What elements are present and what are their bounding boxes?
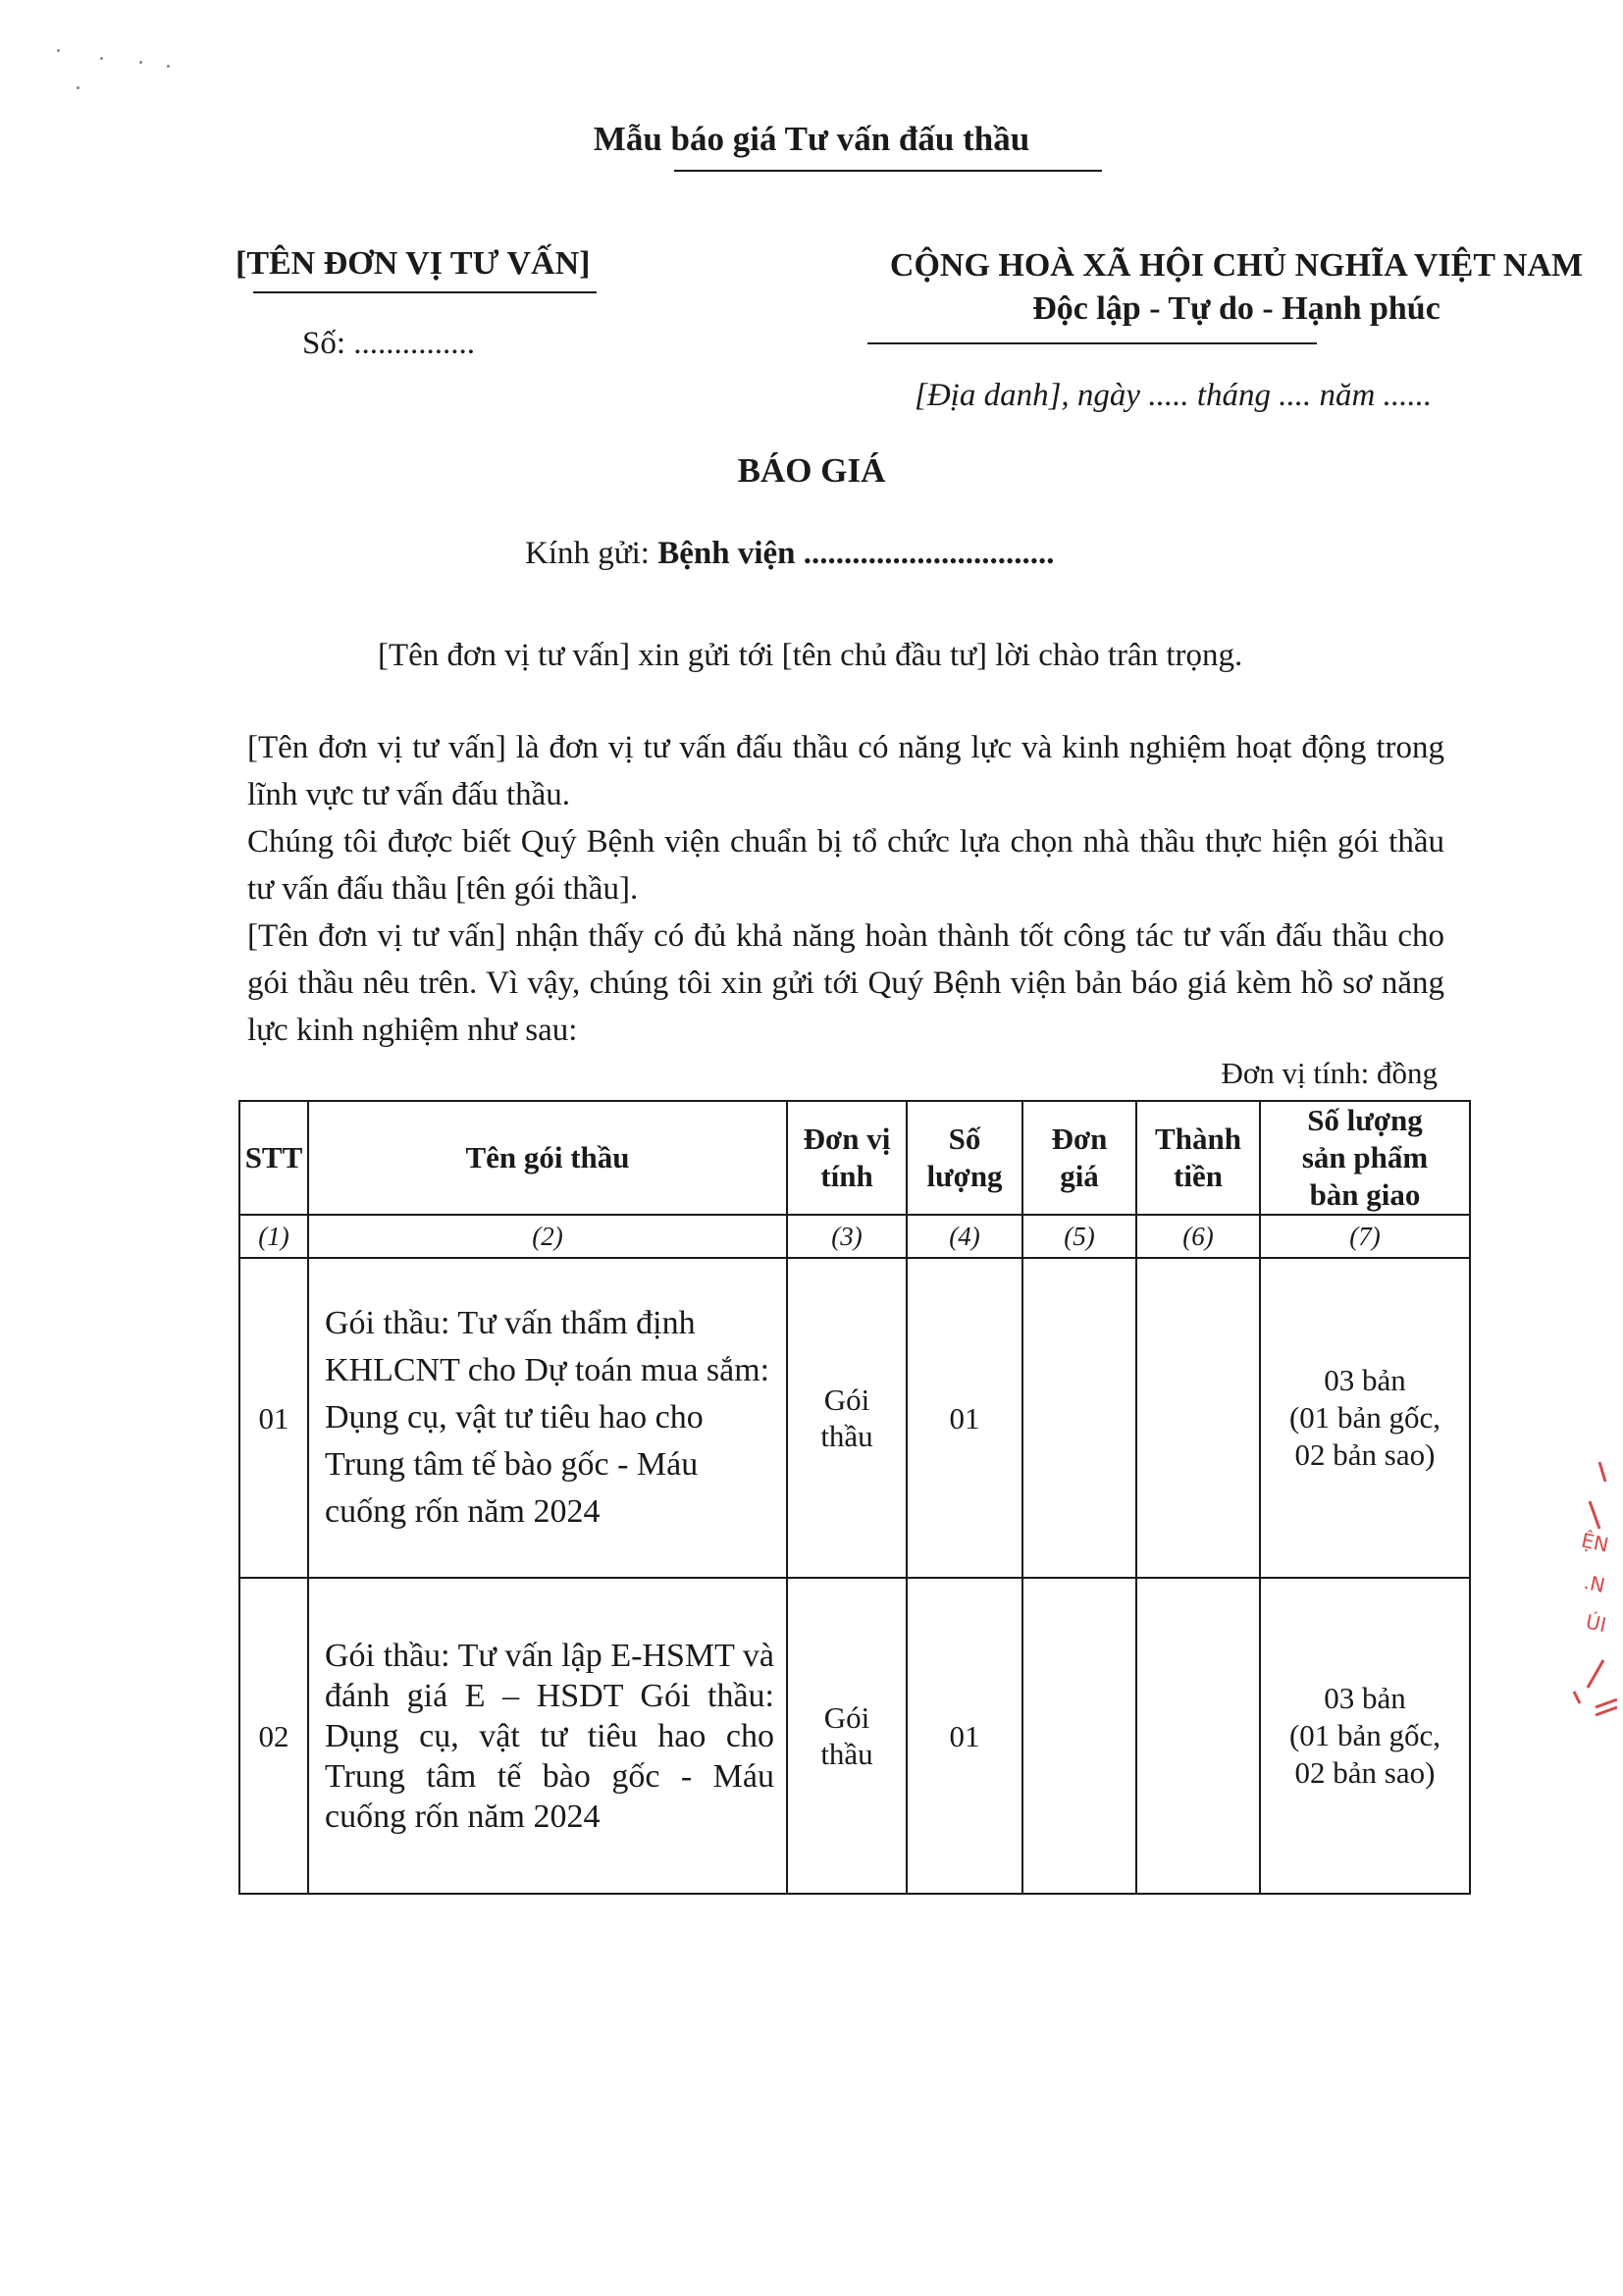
scan-speck <box>100 57 103 60</box>
deliverables-originals: (01 bản gốc, <box>1288 1718 1441 1752</box>
row-unit-text: Gói thầu <box>820 1700 873 1771</box>
row-unit <box>787 1578 907 1894</box>
row-unit-text: Gói thầu <box>820 1383 873 1453</box>
nation-motto: Độc lập - Tự do - Hạnh phúc <box>1032 290 1440 327</box>
svg-text:ỆN: ỆN <box>1579 1528 1611 1557</box>
column-number: (2) <box>308 1215 787 1258</box>
recipient-label: Kính gửi: <box>525 536 650 571</box>
svg-text:ÚI: ÚI <box>1584 1609 1609 1638</box>
scan-speck <box>57 49 60 52</box>
nation-heading: CỘNG HOÀ XÃ HỘI CHỦ NGHĨA VIỆT NAM <box>889 247 1584 284</box>
deliverables-count: 03 bản <box>1324 1681 1406 1715</box>
row-amount <box>1136 1258 1260 1578</box>
paragraph-offer: [Tên đơn vị tư vấn] nhận thấy có đủ khả năng hoàn thành tốt công tác tư vấn đấu thầu cho gói thầu nêu trên. Vì vậy, chúng tôi xin gửi tới Quý Bệnh viện bản báo giá kèm hồ sơ năng lực kinh nghiệm như sau: <box>247 918 1444 1048</box>
row-quantity: 01 <box>907 1578 1022 1894</box>
scan-speck <box>77 86 79 89</box>
row-quantity: 01 <box>907 1258 1022 1578</box>
recipient-line <box>525 536 1055 572</box>
motto-underline <box>867 342 1317 344</box>
org-name: [TÊN ĐƠN VỊ TƯ VẤN] <box>236 245 591 282</box>
column-number: (5) <box>1022 1215 1136 1258</box>
column-number-row <box>239 1215 1470 1258</box>
column-number: (3) <box>787 1215 907 1258</box>
header-stt: STT <box>239 1101 308 1215</box>
deliverables-count: 03 bản <box>1324 1363 1406 1397</box>
row-unit <box>787 1258 907 1578</box>
header-quantity: Số lượng <box>907 1101 1022 1215</box>
greeting: [Tên đơn vị tư vấn] xin gửi tới [tên chủ đầu tư] lời chào trân trọng. <box>378 638 1243 673</box>
table-header-row <box>239 1101 1470 1215</box>
paragraph-intro: [Tên đơn vị tư vấn] là đơn vị tư vấn đấu thầu có năng lực và kinh nghiệm hoạt động trong lĩnh vực tư vấn đấu thầu. <box>247 730 1444 812</box>
column-number: (4) <box>907 1215 1022 1258</box>
row-deliverables <box>1260 1258 1470 1578</box>
column-number: (7) <box>1260 1215 1470 1258</box>
deliverables-originals: (01 bản gốc, <box>1288 1400 1441 1435</box>
column-number: (1) <box>239 1215 308 1258</box>
recipient-value: Bệnh viện ............................... <box>657 536 1055 571</box>
row-unit-price <box>1022 1258 1136 1578</box>
header-unit-price: Đơn giá <box>1022 1101 1136 1215</box>
deliverables-copies: 02 bản sao) <box>1294 1755 1436 1790</box>
header-amount: Thành tiền <box>1136 1101 1260 1215</box>
row-package-name: Gói thầu: Tư vấn thẩm định KHLCNT cho Dự toán mua sắm: Dụng cụ, vật tư tiêu hao cho Trung tâm tế bào gốc - Máu cuống rốn năm 2024 <box>308 1258 787 1578</box>
doc-number: Số: ............... <box>302 326 476 361</box>
form-title: Mẫu báo giá Tư vấn đấu thầu <box>593 120 1030 158</box>
scan-speck <box>139 61 142 64</box>
quote-table <box>238 1100 1471 1895</box>
document-title: BÁO GIÁ <box>737 451 886 490</box>
row-stt: 02 <box>239 1578 308 1894</box>
header-unit: Đơn vị tính <box>787 1101 907 1215</box>
paragraph-context: Chúng tôi được biết Quý Bệnh viện chuẩn bị tổ chức lựa chọn nhà thầu thực hiện gói thầu tư vấn đấu thầu [tên gói thầu]. <box>247 824 1444 907</box>
org-name-underline <box>253 291 597 293</box>
row-unit-price <box>1022 1578 1136 1894</box>
column-number: (6) <box>1136 1215 1260 1258</box>
row-deliverables <box>1260 1578 1470 1894</box>
unit-note: Đơn vị tính: đồng <box>1221 1056 1438 1090</box>
row-stt: 01 <box>239 1258 308 1578</box>
header-deliverables: Số lượng sản phẩm bàn giao <box>1260 1101 1470 1215</box>
table-row <box>239 1578 1470 1894</box>
header-package-name: Tên gói thầu <box>308 1101 787 1215</box>
row-amount <box>1136 1578 1260 1894</box>
place-date: [Địa danh], ngày ..... tháng .... năm ...... <box>915 378 1433 413</box>
table-row <box>239 1258 1470 1578</box>
deliverables-copies: 02 bản sao) <box>1294 1437 1436 1472</box>
scan-speck <box>167 65 170 68</box>
row-package-name: Gói thầu: Tư vấn lập E-HSMT và đánh giá E – HSDT Gói thầu: Dụng cụ, vật tư tiêu hao cho Trung tâm tế bào gốc - Máu cuống rốn năm 2024 <box>308 1578 787 1894</box>
svg-text:.N: .N <box>1582 1570 1607 1597</box>
partial-seal-stamp <box>1560 1442 1619 1737</box>
form-title-underline <box>674 170 1102 172</box>
